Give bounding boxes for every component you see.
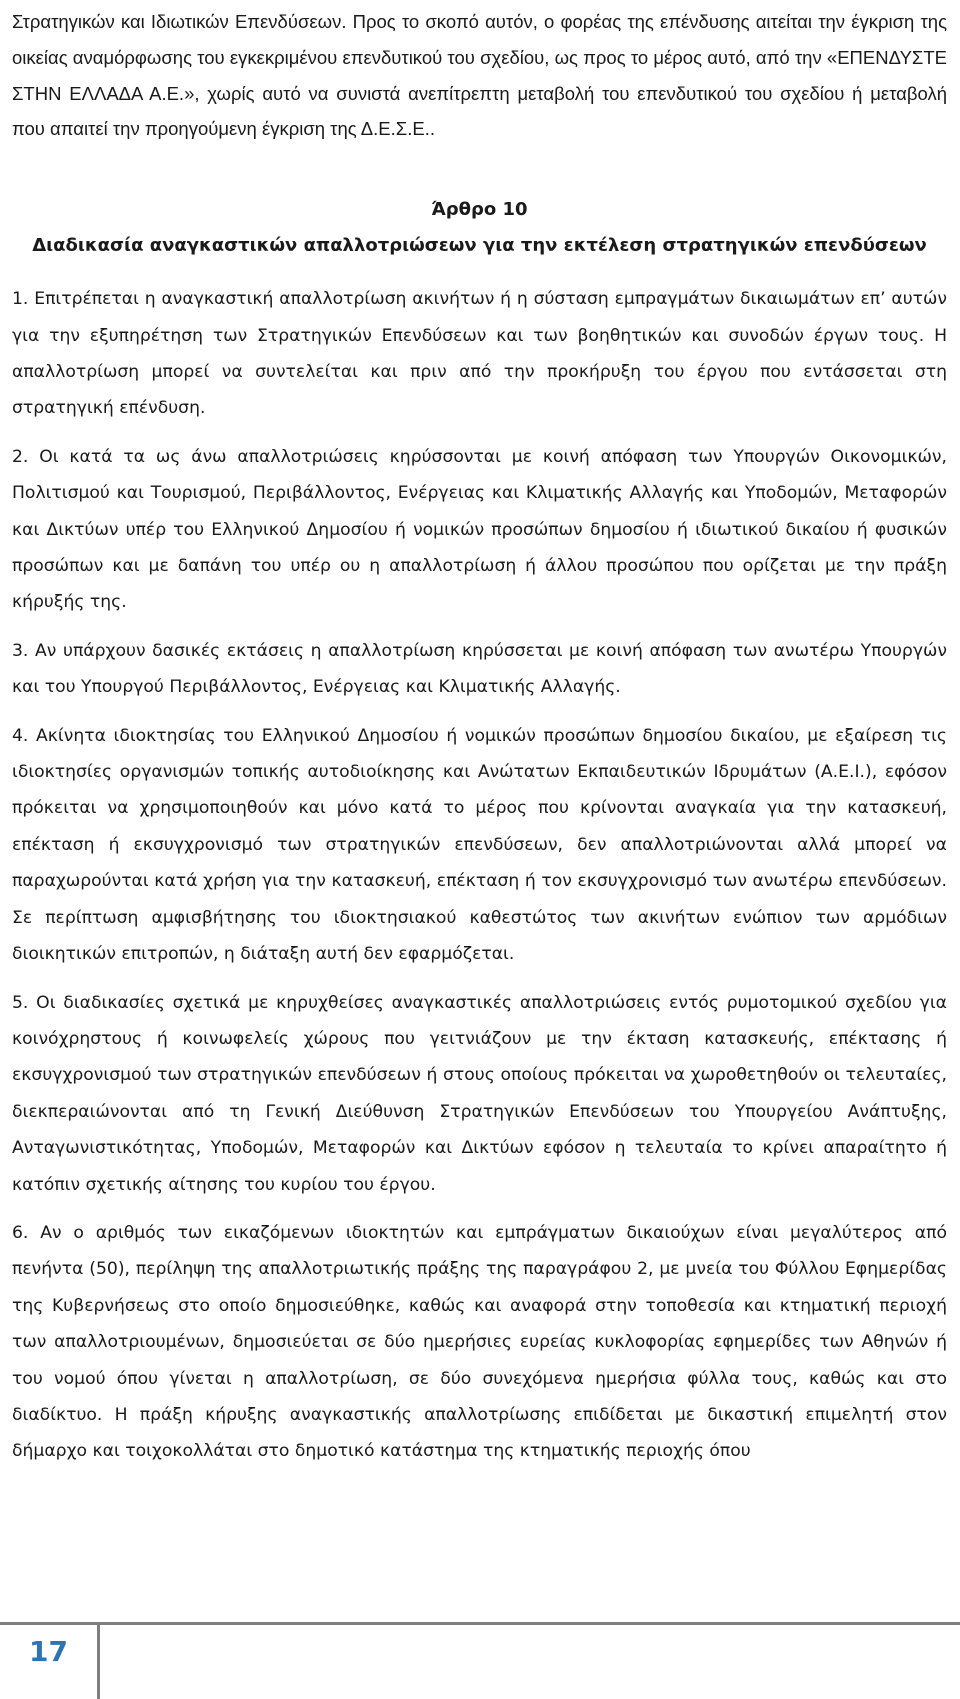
paragraph-3: 3. Αν υπάρχουν δασικές εκτάσεις η απαλλοτρίωση κηρύσσεται με κοινή απόφαση των ανωτέρω Υπουργών και του Υπουργού Περιβάλλοντος, Ενέργειας και Κλιματικής Αλλαγής. <box>12 640 947 698</box>
page-number: 17 <box>29 1635 68 1668</box>
footer-divider <box>0 1622 960 1625</box>
document-page <box>12 0 947 1470</box>
intro-paragraph: Στρατηγικών και Ιδιωτικών Επενδύσεων. Προς το σκοπό αυτόν, ο φορέας της επένδυσης αιτείται την έγκριση της οικείας αναμόρφωσης του εγκεκριμένου επενδυτικού του σχεδίου, ως προς το μέρος αυτό, από την «ΕΠΕΝΔΥΣΤΕ ΣΤΗΝ ΕΛΛΑΔΑ Α.Ε.», χωρίς αυτό να συνιστά ανεπίτρεπτη μεταβολή του επενδυτικού του σχεδίου ή μεταβολή που απαιτεί την προηγούμενη έγκριση της Δ.Ε.Σ.Ε.. <box>12 11 947 140</box>
paragraph-6: 6. Αν ο αριθμός των εικαζόμενων ιδιοκτητών και εμπράγματων δικαιούχων είναι μεγαλύτερος από πενήντα (50), περίληψη της απαλλοτριωτικής πράξης της παραγράφου 2, με μνεία του Φύλλου Εφημερίδας της Κυβερνήσεως στο οποίο δημοσιεύθηκε, καθώς και αναφορά στην τοποθεσία και κτηματική περιοχή των απαλλοτριουμένων, δημοσιεύεται σε δύο ημερήσιες ευρείας κυκλοφορίας εφημερίδες των Αθηνών ή του νομού όπου γίνεται η απαλλοτρίωση, σε δύο συνεχόμενα ημερήσια φύλλα τους, καθώς και στο διαδίκτυο. Η πράξη κήρυξης αναγκαστικής απαλλοτρίωσης επιδίδεται με δικαστική επιμελητή στον δήμαρχο και τοιχοκολλάται στο δημοτικό κατάστημα της κτηματικής περιοχής όπου <box>12 1222 947 1462</box>
footer-vertical-rule <box>97 1622 100 1699</box>
paragraph-4: 4. Ακίνητα ιδιοκτησίας του Ελληνικού Δημοσίου ή νομικών προσώπων δημοσίου δικαίου, με εξαίρεση τις ιδιοκτησίες οργανισμών τοπικής αυτοδιοίκησης και Ανώτατων Εκπαιδευτικών Ιδρυμάτων (Α.Ε.Ι.), εφόσον πρόκειται να χρησιμοποιηθούν και μόνο κατά το μέρος που κρίνονται αναγκαία για την κατασκευή, επέκταση ή εκσυγχρονισμό των στρατηγικών επενδύσεων, δεν απαλλοτριώνονται αλλά μπορεί να παραχωρούνται κατά χρήση για την κατασκευή, επέκταση ή τον εκσυγχρονισμό των ανωτέρω επενδύσεων. Σε περίπτωση αμφισβήτησης του ιδιοκτησιακού καθεστώτος των ακινήτων ενώπιον των αρμόδιων διοικητικών επιτροπών, η διάταξη αυτή δεν εφαρμόζεται. <box>12 725 947 965</box>
article-number: Άρθρο 10 <box>431 199 528 221</box>
paragraph-2: 2. Οι κατά τα ως άνω απαλλοτριώσεις κηρύσσονται με κοινή απόφαση των Υπουργών Οικονομικών, Πολιτισμού και Τουρισμού, Περιβάλλοντος, Ενέργειας και Κλιματικής Αλλαγής και Υποδομών, Μεταφορών και Δικτύων υπέρ του Ελληνικού Δημοσίου ή νομικών προσώπων δημοσίου ή ιδιωτικού δικαίου ή φυσικών προσώπων και με δαπάνη του υπέρ ου η απαλλοτρίωση ή άλλου προσώπου που ορίζεται με την πράξη κήρυξής της. <box>12 446 947 613</box>
paragraph-5: 5. Οι διαδικασίες σχετικά με κηρυχθείσες αναγκαστικές απαλλοτριώσεις εντός ρυμοτομικού σχεδίου για κοινόχρηστους ή κοινωφελείς χώρους που γειτνιάζουν με την έκταση κατασκευής, επέκτασης ή εκσυγχρονισμού των στρατηγικών επενδύσεων ή στους οποίους πρόκειται να χωροθετηθούν οι τελευταίες, διεκπεραιώνονται από τη Γενική Διεύθυνση Στρατηγικών Επενδύσεων του Υπουργείου Ανάπτυξης, Ανταγωνιστικότητας, Υποδομών, Μεταφορών και Δικτύων εφόσον η τελευταία το κρίνει απαραίτητο ή κατόπιν σχετικής αίτησης του κυρίου του έργου. <box>12 992 947 1195</box>
article-heading <box>12 192 947 264</box>
paragraph-1: 1. Επιτρέπεται η αναγκαστική απαλλοτρίωση ακινήτων ή η σύσταση εμπραγμάτων δικαιωμάτων επ’ αυτών για την εξυπηρέτηση των Στρατηγικών Επενδύσεων και των βοηθητικών και συνοδών έργων τους. Η απαλλοτρίωση μπορεί να συντελείται και πριν από την προκήρυξη του έργου που εντάσσεται στη στρατηγική επένδυση. <box>12 289 947 419</box>
article-title: Διαδικασία αναγκαστικών απαλλοτριώσεων για την εκτέλεση στρατηγικών επενδύσεων <box>32 235 927 257</box>
